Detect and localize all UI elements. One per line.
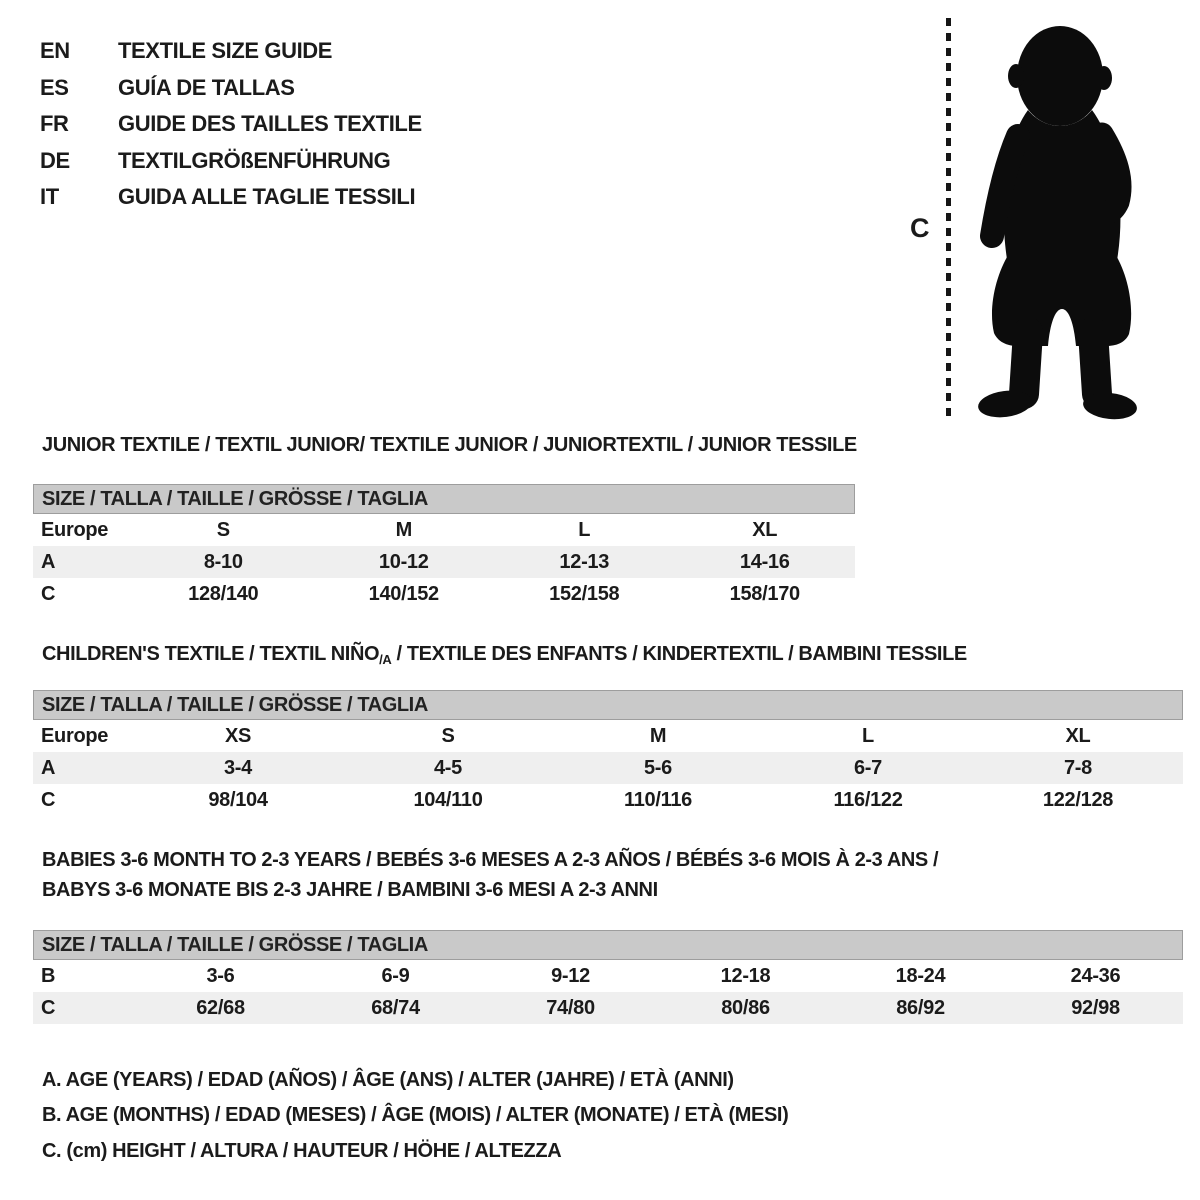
row-label: C xyxy=(41,582,56,605)
height-measure-label: C xyxy=(910,213,930,243)
children-size-bar: SIZE / TALLA / TAILLE / GRÖSSE / TAGLIA xyxy=(33,690,1183,720)
row-label: C xyxy=(41,996,56,1019)
row-label: Europe xyxy=(41,724,109,747)
junior-height-row xyxy=(33,578,855,610)
babies-size-table xyxy=(33,930,1183,1024)
lang-code: IT xyxy=(40,184,59,210)
children-height-row xyxy=(33,784,1183,816)
table-cell: 128/140 xyxy=(188,582,259,605)
table-cell: 122/128 xyxy=(1042,788,1114,811)
children-section-heading xyxy=(42,643,967,671)
footnote-age-months: B. AGE (MONTHS) / EDAD (MESES) / ÂGE (MOIS) / ALTER (MONATE) / ETÀ (MESI) xyxy=(42,1104,789,1126)
table-cell: 86/92 xyxy=(896,996,945,1019)
babies-size-bar: SIZE / TALLA / TAILLE / GRÖSSE / TAGLIA xyxy=(33,930,1183,960)
babies-section-heading-line2: BABYS 3-6 MONATE BIS 2-3 JAHRE / BAMBINI 3-6 MESI A 2-3 ANNI xyxy=(42,879,658,901)
table-cell: 10-12 xyxy=(378,550,429,573)
children-age-row xyxy=(33,752,1183,784)
children-heading-sub: /A xyxy=(379,652,392,667)
table-cell: 4-5 xyxy=(433,756,462,779)
lang-title: TEXTILE SIZE GUIDE xyxy=(118,38,333,64)
size-column-header: M xyxy=(395,518,412,541)
table-cell: 104/110 xyxy=(413,788,483,811)
size-column-header: L xyxy=(578,518,591,541)
table-cell: 12-18 xyxy=(720,964,771,987)
table-cell: 24-36 xyxy=(1070,964,1121,987)
table-cell: 158/170 xyxy=(729,582,800,605)
table-cell: 12-13 xyxy=(559,550,610,573)
junior-columns-row xyxy=(33,514,855,546)
lang-row-es xyxy=(40,70,422,107)
children-columns-row xyxy=(33,720,1183,752)
language-title-block xyxy=(40,33,422,216)
lang-row-it xyxy=(40,179,422,216)
junior-size-bar: SIZE / TALLA / TAILLE / GRÖSSE / TAGLIA xyxy=(33,484,855,514)
row-label: A xyxy=(41,756,56,779)
size-column-header: L xyxy=(862,724,874,747)
lang-row-fr xyxy=(40,106,422,143)
table-cell: 140/152 xyxy=(368,582,439,605)
junior-section-heading: JUNIOR TEXTILE / TEXTIL JUNIOR/ TEXTILE JUNIOR / JUNIORTEXTIL / JUNIOR TESSILE xyxy=(42,434,857,456)
table-cell: 14-16 xyxy=(739,550,790,573)
table-cell: 74/80 xyxy=(546,996,595,1019)
size-column-header: S xyxy=(216,518,230,541)
lang-title: GUIDE DES TAILLES TEXTILE xyxy=(118,111,422,137)
size-column-header: XL xyxy=(752,518,778,541)
table-cell: 8-10 xyxy=(203,550,243,573)
table-cell: 80/86 xyxy=(721,996,770,1019)
table-cell: 9-12 xyxy=(551,964,590,987)
table-cell: 3-6 xyxy=(206,964,235,987)
table-cell: 62/68 xyxy=(196,996,245,1019)
table-cell: 68/74 xyxy=(371,996,420,1019)
babies-height-row xyxy=(33,992,1183,1024)
table-cell: 116/122 xyxy=(833,788,903,811)
children-heading-post: / TEXTILE DES ENFANTS / KINDERTEXTIL / BAMBINI TESSILE xyxy=(391,643,967,665)
size-column-header: S xyxy=(441,724,455,747)
table-cell: 5-6 xyxy=(643,756,672,779)
lang-row-de xyxy=(40,143,422,180)
babies-age-row xyxy=(33,960,1183,992)
table-cell: 6-7 xyxy=(853,756,882,779)
row-label: C xyxy=(41,788,56,811)
lang-code: DE xyxy=(40,147,70,173)
lang-code: EN xyxy=(40,38,70,64)
table-cell: 92/98 xyxy=(1071,996,1120,1019)
size-column-header: M xyxy=(649,724,667,747)
lang-title: TEXTILGRÖßENFÜHRUNG xyxy=(118,147,391,173)
size-column-header: XL xyxy=(1065,724,1091,747)
footnote-height-cm: C. (cm) HEIGHT / ALTURA / HAUTEUR / HÖHE / ALTEZZA xyxy=(42,1140,562,1162)
table-cell: 7-8 xyxy=(1063,756,1092,779)
toddler-silhouette-icon xyxy=(958,14,1148,424)
junior-age-row xyxy=(33,546,855,578)
lang-code: FR xyxy=(40,111,69,137)
table-cell: 6-9 xyxy=(381,964,410,987)
table-cell: 152/158 xyxy=(549,582,620,605)
table-cell: 3-4 xyxy=(223,756,252,779)
babies-section-heading-line1: BABIES 3-6 MONTH TO 2-3 YEARS / BEBÉS 3-6 MESES A 2-3 AÑOS / BÉBÉS 3-6 MOIS À 2-3 ANS / xyxy=(42,849,939,871)
lang-title: GUIDA ALLE TAGLIE TESSILI xyxy=(118,184,416,210)
row-label: Europe xyxy=(41,518,109,541)
lang-code: ES xyxy=(40,74,69,100)
table-cell: 98/104 xyxy=(208,788,268,811)
size-column-header: XS xyxy=(224,724,252,747)
junior-size-table xyxy=(33,484,855,610)
row-label: A xyxy=(41,550,56,573)
lang-title: GUÍA DE TALLAS xyxy=(118,74,295,100)
children-size-table xyxy=(33,690,1183,816)
row-label: B xyxy=(41,964,56,987)
lang-row-en xyxy=(40,33,422,70)
table-cell: 18-24 xyxy=(895,964,946,987)
footnote-age-years: A. AGE (YEARS) / EDAD (AÑOS) / ÂGE (ANS) / ALTER (JAHRE) / ETÀ (ANNI) xyxy=(42,1069,734,1091)
table-cell: 110/116 xyxy=(624,788,692,811)
height-measure-dashed-line xyxy=(946,18,951,416)
children-heading-pre: CHILDREN'S TEXTILE / TEXTIL NIÑO xyxy=(42,643,380,665)
